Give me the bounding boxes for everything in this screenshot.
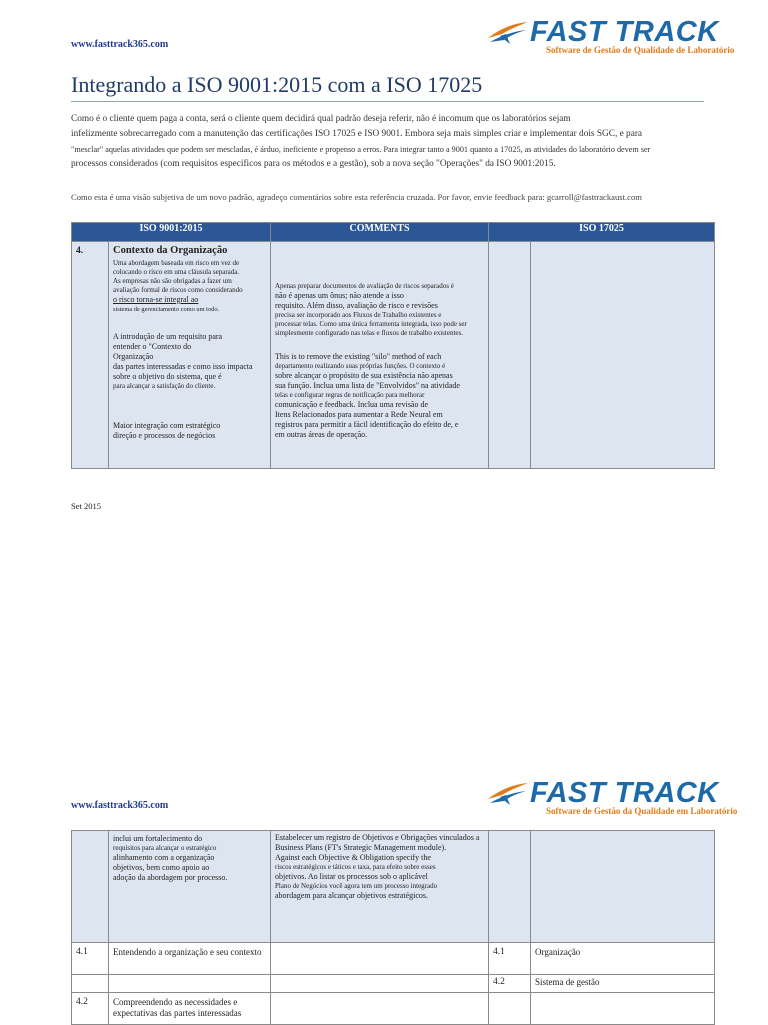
- text-line: A introdução de um requisito para: [113, 332, 223, 341]
- text-line: As empresas não são obrigadas a fazer um: [113, 277, 232, 285]
- text-line: das partes interessadas e como isso impacta: [113, 362, 253, 371]
- text-line: avaliação formal de riscos como considerando: [113, 286, 243, 294]
- text-line: Maior integração com estratégico: [113, 421, 221, 430]
- text-line: alinhamento com a organização: [113, 853, 215, 862]
- iso17025-label: Sistema de gestão: [531, 975, 715, 993]
- text-line: riscos estratégicos e táticos e taxa, para efeito sobre esses: [275, 863, 436, 871]
- text-line: precisa ser incorporado aos Fluxos de Trabalho existentes e: [275, 311, 442, 319]
- text-line: entender o "Contexto do: [113, 342, 192, 351]
- intro-line: infelizmente sobrecarregado com a manutenção das certificações ISO 17025 e ISO 9001. Embora seja mais simples criar e implementar dois SGC, e para: [71, 129, 643, 139]
- text-line: colocando o risco em uma cláusula separada.: [113, 268, 240, 276]
- cross-reference-table-continued: [71, 830, 715, 1025]
- text-block: [275, 400, 484, 440]
- text-line: comunicação e feedback. Inclua uma revisão de: [275, 400, 429, 409]
- text-line: sobre o objetivo do sistema, que é: [113, 372, 222, 381]
- text-line: Organização: [113, 352, 154, 361]
- text-line: sobre alcançar o propósito de sua existência não apenas: [275, 371, 453, 380]
- feedback-note: Como esta é uma visão subjetiva de um novo padrão, agradeço comentários sobre esta referência cruzada. Por favor, envie feedback para: gcarroll@fasttrackaust.com: [71, 192, 642, 202]
- iso9001-cell: [109, 831, 271, 943]
- iso9001-cell: [109, 242, 271, 469]
- iso17025-number-cell: [489, 242, 531, 469]
- intro-line: "mesclar" aquelas atividades que podem ser mescladas, é árduo, ineficiente e propenso a erros. Para integrar tanto a 9001 quanto a 17025, as atividades do laboratório devem ser: [71, 145, 651, 154]
- text-block: [113, 853, 266, 883]
- clause-number: 4.2: [72, 993, 109, 1025]
- comments-cell: [271, 831, 489, 943]
- fast-track-logo: [486, 18, 746, 58]
- clause-number: 4.1: [72, 943, 109, 975]
- text-line: processar telas. Como uma única ferramenta integrada, isso pode ser: [275, 320, 467, 328]
- footer-date: Set 2015: [71, 501, 101, 511]
- text-line: adoção da abordagem por processo.: [113, 873, 228, 882]
- header-comments: COMMENTS: [271, 223, 489, 242]
- risk-text: [113, 259, 266, 295]
- iso17025-label: [531, 993, 715, 1025]
- clause-label: [109, 975, 271, 993]
- intro-line: processos considerados (com requisitos específicos para os métodos e a gestão), sob a nova seção "Operações" da ISO 9001:2015.: [71, 159, 556, 169]
- text-line: abordagem para alcançar objetivos estratégicos.: [275, 891, 429, 900]
- cross-reference-table: [71, 222, 715, 469]
- clause-label: Entendendo a organização e seu contexto: [109, 943, 271, 975]
- text-block: [275, 371, 484, 391]
- text-line: Itens Relacionados para aumentar a Rede Neural em: [275, 410, 443, 419]
- clause-number: 4.: [72, 242, 109, 469]
- text-line: Apenas preparar documentos de avaliação de riscos separados é: [275, 282, 454, 290]
- comments-cell: [271, 242, 489, 469]
- text-line: Estabelecer um registro de Objetivos e Obrigações vinculados a: [275, 833, 480, 842]
- text-line: direção e processos de negócios: [113, 431, 216, 440]
- website-url[interactable]: www.fasttrack365.com: [71, 800, 169, 811]
- header-iso17025: ISO 17025: [489, 223, 715, 242]
- text-line: sua função. Inclua uma lista de "Envolvidos" na atividade: [275, 381, 460, 390]
- iso17025-number: 4.2: [489, 975, 531, 993]
- iso17025-number: [489, 993, 531, 1025]
- logo-swoosh-icon: [486, 781, 530, 807]
- text-line: objetivos, bem como apoio ao: [113, 863, 210, 872]
- comments-cell: [271, 975, 489, 993]
- text-line: Against each Objective & Obligation specify the: [275, 853, 431, 862]
- text-line: para alcançar a satisfação do cliente.: [113, 382, 216, 390]
- text-line: This is to remove the existing "silo" method of each: [275, 352, 442, 361]
- page-title: Integrando a ISO 9001:2015 com a ISO 17025: [71, 72, 483, 97]
- intro-paragraph: [71, 112, 701, 172]
- logo-tagline: Software de Gestão da Qualidade em Laboratório: [546, 806, 738, 816]
- logo-tagline: Software de Gestão de Qualidade de Laboratório: [546, 45, 735, 55]
- text-line: requisitos para alcançar o estratégico: [113, 844, 217, 852]
- iso17025-cell: [531, 831, 715, 943]
- header-iso9001: ISO 9001:2015: [72, 223, 271, 242]
- clause-number: [72, 831, 109, 943]
- context-text: [113, 332, 266, 382]
- text-line: Business Plans (FT's Strategic Management module).: [275, 843, 447, 852]
- iso17025-number-cell: [489, 831, 531, 943]
- comments-cell: [271, 993, 489, 1025]
- iso17025-cell: [531, 242, 715, 469]
- text-line: inclui um fortalecimento do: [113, 834, 203, 843]
- text-line: não é apenas um ônus; não atende a isso: [275, 291, 404, 300]
- iso17025-label: Organização: [531, 943, 715, 975]
- integration-text: [113, 421, 266, 441]
- underlined-text: o risco torna-se integral ao: [113, 295, 199, 304]
- iso17025-number: 4.1: [489, 943, 531, 975]
- text-block: [275, 833, 484, 863]
- logo-brand-text: FAST TRACK: [530, 777, 719, 809]
- comments-cell: [271, 943, 489, 975]
- text-line: telas e configurar regras de notificação para melhorar: [275, 391, 425, 399]
- clause-title: Contexto da Organização: [113, 245, 228, 256]
- text-line: requisito. Além disso, avaliação de risco e revisões: [275, 301, 438, 310]
- text-line: em outras áreas de operação.: [275, 430, 368, 439]
- logo-brand-text: FAST TRACK: [530, 16, 719, 48]
- text-line: sistema de gerenciamento como um todo.: [113, 306, 220, 313]
- text-line: departamento realizando suas próprias funções. O contexto é: [275, 362, 446, 370]
- logo-swoosh-icon: [486, 20, 530, 46]
- website-url[interactable]: www.fasttrack365.com: [71, 39, 169, 50]
- text-line: simplesmente configurado nas telas e fluxos de trabalho existentes.: [275, 329, 463, 337]
- clause-number: [72, 975, 109, 993]
- text-line: registros para permitir a fácil identificação do efeito de, e: [275, 420, 459, 429]
- text-line: Plano de Negócios você agora tem um processo integrado: [275, 882, 438, 890]
- clause-label: Compreendendo as necessidades e expectativas das partes interessadas: [109, 993, 271, 1025]
- title-divider: [71, 101, 704, 102]
- fast-track-logo: [486, 779, 746, 819]
- text-block: [275, 311, 484, 338]
- intro-line: Como é o cliente quem paga a conta, será o cliente quem decidirá qual padrão deseja referir, não é incomum que os laboratórios sejam: [71, 114, 571, 124]
- text-line: Uma abordagem baseada em risco em vez de: [113, 259, 240, 267]
- text-block: [275, 291, 484, 311]
- text-line: objetivos. Ao listar os processos sob o aplicável: [275, 872, 428, 881]
